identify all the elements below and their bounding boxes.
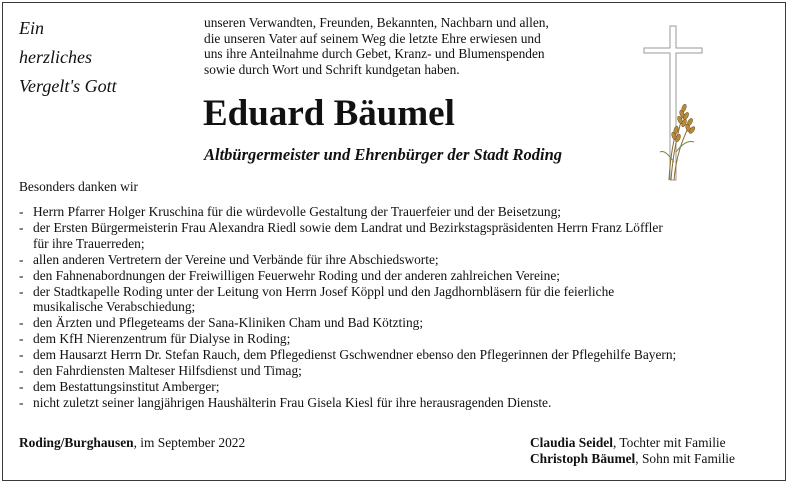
list-dash: -	[19, 251, 24, 267]
list-item-text	[33, 284, 769, 316]
list-dash: -	[19, 378, 24, 394]
intro-paragraph	[204, 15, 604, 77]
list-item-line: dem Hausarzt Herrn Dr. Stefan Rauch, dem Pflegedienst Gschwendner ebenso den Pflegerinnen der Pflegehilfe Bayern;	[33, 347, 677, 363]
intro-line: die unseren Vater auf seinem Weg die letzte Ehre erwiesen und	[204, 30, 541, 46]
signer-name: Claudia Seidel	[530, 435, 613, 450]
verse-line-1: Ein	[19, 18, 44, 38]
intro-line: sowie durch Wort und Schrift kundgetan haben.	[204, 61, 460, 77]
place: Roding/Burghausen	[19, 435, 134, 450]
signer-relation: , Tochter mit Familie	[612, 435, 726, 450]
list-item	[19, 395, 769, 411]
deceased-name: Eduard Bäumel	[203, 93, 455, 134]
list-item	[19, 347, 769, 363]
list-item	[19, 252, 769, 268]
list-item	[19, 315, 769, 331]
cross-with-wheat-icon	[640, 22, 710, 182]
signer-relation: , Sohn mit Familie	[635, 451, 735, 466]
list-item-line: den Fahrdiensten Malteser Hilfsdienst und Timag;	[33, 363, 302, 379]
deceased-title: Altbürgermeister und Ehrenbürger der Stadt Roding	[204, 145, 563, 164]
list-item-text	[33, 220, 769, 252]
list-item-text	[33, 379, 769, 395]
list-item	[19, 363, 769, 379]
intro-line: unseren Verwandten, Freunden, Bekannten, Nachbarn und allen,	[204, 15, 549, 30]
place-date	[19, 435, 245, 451]
list-dash: -	[19, 267, 24, 283]
list-item-text	[33, 363, 769, 379]
verse-line-2: herzliches	[19, 47, 92, 67]
list-dash: -	[19, 394, 24, 410]
list-item-line: für ihre Trauerreden;	[33, 235, 145, 251]
list-item	[19, 379, 769, 395]
list-dash: -	[19, 283, 24, 299]
list-dash: -	[19, 331, 24, 347]
list-item-line: Herrn Pfarrer Holger Kruschina für die würdevolle Gestaltung der Trauerfeier und der Beisetzung;	[33, 204, 562, 219]
list-item-line: allen anderen Vertretern der Vereine und Verbände für ihre Abschiedsworte;	[33, 251, 439, 267]
list-item-text	[33, 315, 769, 331]
list-dash: -	[19, 347, 24, 363]
list-item	[19, 284, 769, 316]
date: , im September 2022	[133, 435, 246, 450]
list-item	[19, 268, 769, 284]
intro-line: uns ihre Anteilnahme durch Gebet, Kranz- und Blumenspenden	[204, 46, 545, 62]
signer-name: Christoph Bäumel	[530, 451, 636, 466]
signer	[530, 435, 735, 451]
thanks-list	[19, 204, 769, 411]
list-item-line: dem KfH Nierenzentrum für Dialyse in Roding;	[33, 331, 291, 347]
list-dash: -	[19, 204, 24, 219]
list-dash: -	[19, 363, 24, 379]
list-item-line: der Stadtkapelle Roding unter der Leitung von Herrn Josef Köppl und den Jagdhornbläsern für die feierliche	[33, 283, 615, 299]
thanks-intro: Besonders danken wir	[19, 179, 138, 194]
list-item-line: den Ärzten und Pflegeteams der Sana-Kliniken Cham und Bad Kötzting;	[33, 315, 424, 331]
signer	[530, 451, 735, 467]
list-dash: -	[19, 219, 24, 235]
list-item-text	[33, 252, 769, 268]
list-item-text	[33, 204, 769, 220]
verse-line-3: Vergelt's Gott	[19, 76, 117, 96]
list-item-line: musikalische Verabschiedung;	[33, 299, 196, 315]
thanks-verse	[19, 14, 117, 101]
list-item	[19, 220, 769, 252]
list-dash: -	[19, 315, 24, 331]
list-item-text	[33, 268, 769, 284]
list-item-line: der Ersten Bürgermeisterin Frau Alexandra Riedl sowie dem Landrat und Bezirkstagspräsidenten Herrn Franz Löffler	[33, 219, 663, 235]
list-item	[19, 204, 769, 220]
signers	[530, 435, 735, 467]
list-item-text	[33, 347, 769, 363]
list-item-text	[33, 331, 769, 347]
list-item-text	[33, 395, 769, 411]
list-item-line: nicht zuletzt seiner langjährigen Haushälterin Frau Gisela Kiesl für ihre herausragenden Dienste.	[33, 394, 552, 410]
list-item	[19, 331, 769, 347]
list-item-line: den Fahnenabordnungen der Freiwilligen Feuerwehr Roding und der anderen zahlreichen Vereine;	[33, 267, 561, 283]
list-item-line: dem Bestattungsinstitut Amberger;	[33, 378, 220, 394]
